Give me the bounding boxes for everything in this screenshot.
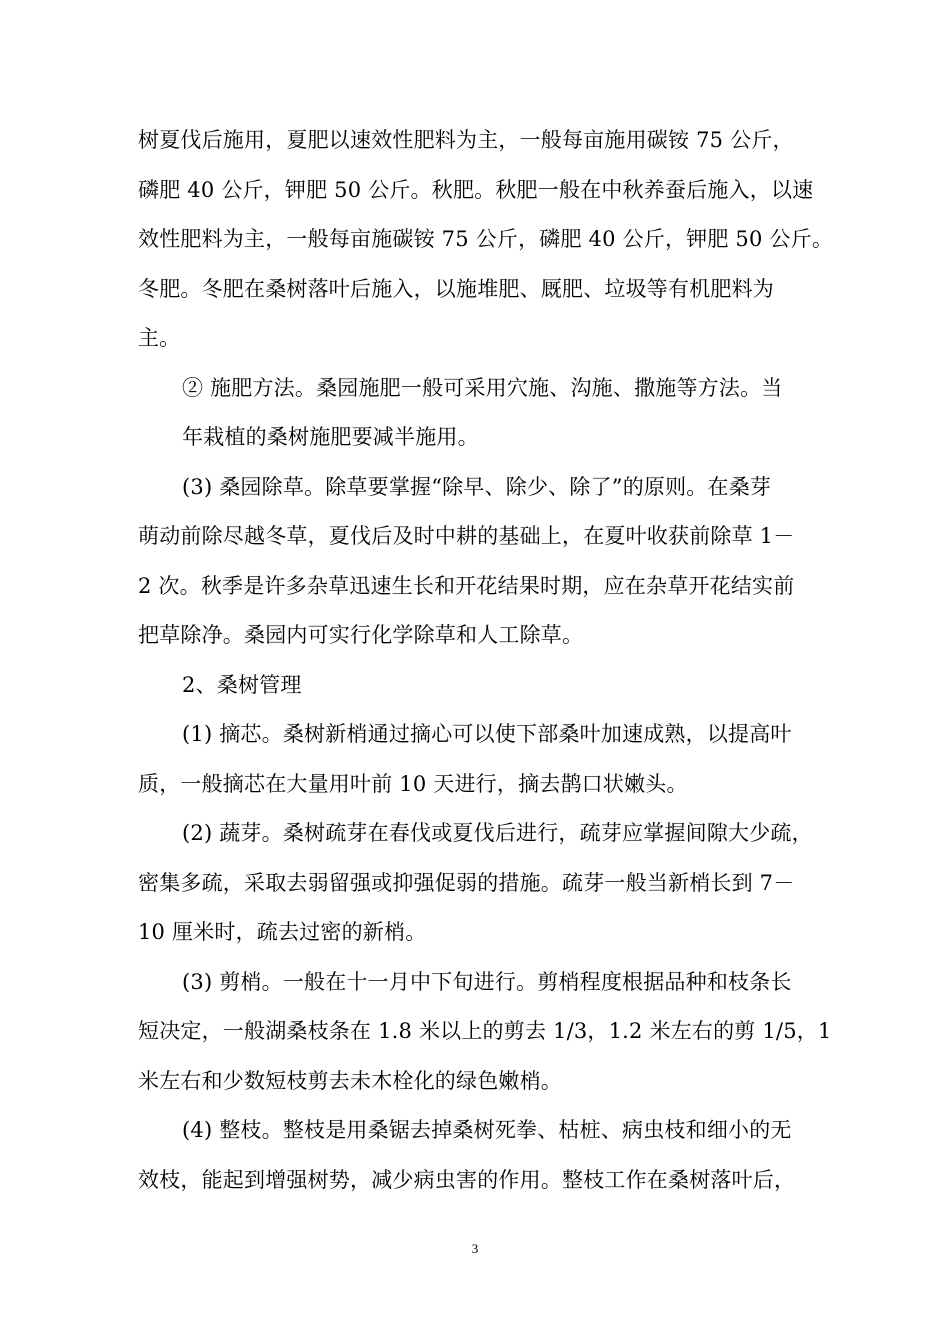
text-line: 磷肥 40 公斤，钾肥 50 公斤。秋肥。秋肥一般在中秋养蚕后施入，以速 <box>138 178 814 202</box>
text-line: 萌动前除尽越冬草，夏伐后及时中耕的基础上，在夏叶收获前除草 1－ <box>138 524 795 548</box>
text-line: 把草除净。桑园内可实行化学除草和人工除草。 <box>138 623 584 647</box>
text-line: 10 厘米时，疏去过密的新梢。 <box>138 920 427 944</box>
text-line: 效枝，能起到增强树势，减少病虫害的作用。整枝工作在桑树落叶后， <box>138 1168 796 1192</box>
text-line: 2 次。秋季是许多杂草迅速生长和开花结果时期，应在杂草开花结实前 <box>138 574 795 598</box>
text-line: 冬肥。冬肥在桑树落叶后施入，以施堆肥、厩肥、垃圾等有机肥料为 <box>138 277 774 301</box>
text-line: 树夏伐后施用，夏肥以速效性肥料为主，一般每亩施用碳铵 75 公斤， <box>138 128 794 152</box>
text-line: 密集多疏，采取去弱留强或抑强促弱的措施。疏芽一般当新梢长到 7－ <box>138 871 795 895</box>
text-line: (3) 桑园除草。除草要掌握“除早、除少、除了”的原则。在桑芽 <box>182 475 772 499</box>
text-line: (1) 摘芯。桑树新梢通过摘心可以使下部桑叶加速成熟，以提高叶 <box>182 722 792 746</box>
text-line: (4) 整枝。整枝是用桑锯去掉桑树死拳、枯桩、病虫枝和细小的无 <box>182 1118 792 1142</box>
text-line: (2) 蔬芽。桑树疏芽在春伐或夏伐后进行，疏芽应掌握间隙大少疏， <box>182 821 813 845</box>
text-line: 短决定，一般湖桑枝条在 1.8 米以上的剪去 1/3，1.2 米左右的剪 1/5，1 <box>138 1019 832 1043</box>
section-heading: 2、桑树管理 <box>182 673 302 697</box>
page-number: 3 <box>471 1241 479 1256</box>
text-line: 年栽植的桑树施肥要减半施用。 <box>182 425 479 449</box>
text-line: 质，一般摘芯在大量用叶前 10 天进行，摘去鹊口状嫩头。 <box>138 772 688 796</box>
text-line: (3) 剪梢。一般在十一月中下旬进行。剪梢程度根据品种和枝条长 <box>182 970 792 994</box>
text-line: 米左右和少数短枝剪去未木栓化的绿色嫩梢。 <box>138 1069 562 1093</box>
text-line: 效性肥料为主，一般每亩施碳铵 75 公斤，磷肥 40 公斤，钾肥 50 公斤。 <box>138 227 834 251</box>
text-line: ② 施肥方法。桑园施肥一般可采用穴施、沟施、撒施等方法。当 <box>182 376 783 400</box>
text-line: 主。 <box>138 326 181 350</box>
